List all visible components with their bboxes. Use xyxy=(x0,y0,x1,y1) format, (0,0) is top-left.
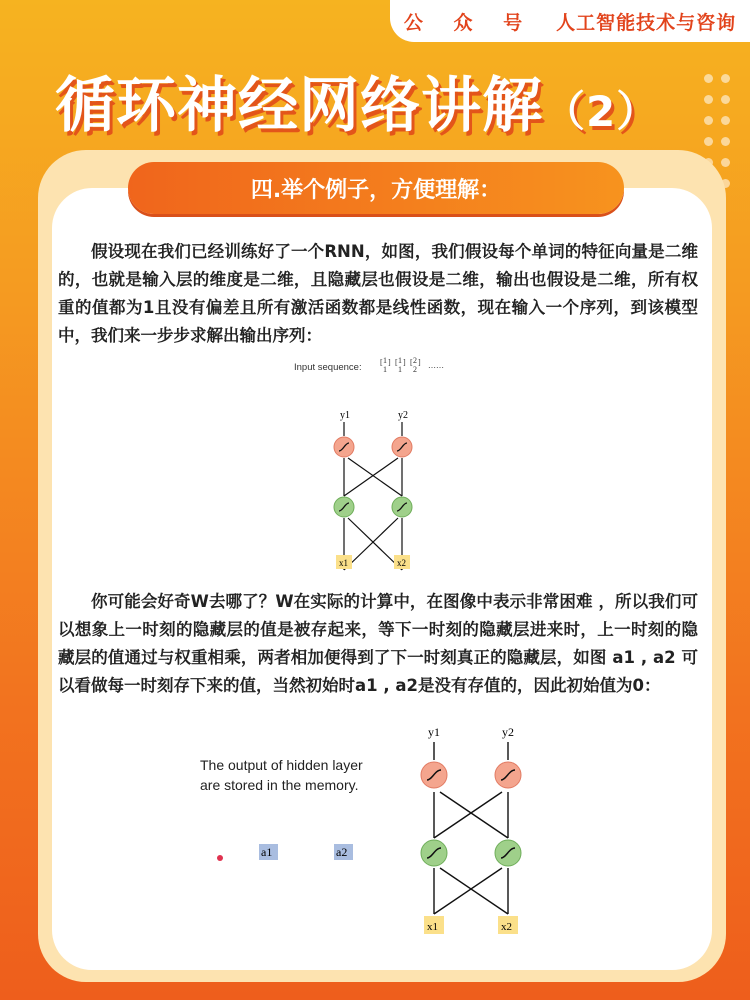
input-vectors xyxy=(380,356,444,374)
account-label: 公 众 号 xyxy=(403,11,535,34)
output-label-y2: y2 xyxy=(398,410,408,421)
svg-text:1: 1 xyxy=(398,365,402,374)
output-label-y1: y1 xyxy=(340,410,350,421)
svg-text:1: 1 xyxy=(383,356,387,365)
memory-label-a2: a2 xyxy=(336,845,348,859)
input-label-x1: x1 xyxy=(339,558,348,568)
svg-text:1: 1 xyxy=(383,365,387,374)
paragraph-memory: 你可能会好奇W去哪了？W在实际的计算中，在图像中表示非常困难 ，所以我们可以想象上一时刻的隐藏层的值是被存起来，等下一时刻的隐藏层进来时，上一时刻的隐藏层的值通过与权重相乘，两者相加便得到了下一时刻真正的隐藏层，如图 a1 , a2 可以看做每一时刻存下来的值，当然初始时a1 , a2是没有存值的，因此初始值为0： xyxy=(58,592,698,695)
svg-text:1: 1 xyxy=(398,356,402,365)
svg-text:2: 2 xyxy=(413,365,417,374)
account-tag xyxy=(390,0,750,42)
output-label-y1: y1 xyxy=(428,725,440,739)
section-heading: 四.举个例子，方便理解： xyxy=(128,162,624,214)
input-label-x2: x2 xyxy=(501,921,512,933)
title-suffix: （2） xyxy=(543,87,660,136)
paragraph-intro: 假设现在我们已经训练好了一个RNN，如图，我们假设每个单词的特征向量是二维的，也就是输入层的维度是二维，且隐藏层也假设是二维，输出也假设是二维，所有权重的值都为1且没有偏差且所有激活函数都是线性函数，现在输入一个序列，到该模型中，我们来一步步求解出输出序列： xyxy=(58,242,698,345)
pointer-dot xyxy=(217,855,223,861)
sequence-ellipsis: …… xyxy=(428,361,444,370)
svg-text:]: ] xyxy=(418,358,421,367)
caption-line-2: are stored in the memory. xyxy=(200,777,359,793)
svg-text:]: ] xyxy=(388,358,391,367)
page-title xyxy=(55,58,715,144)
svg-text:]: ] xyxy=(403,358,406,367)
svg-text:2: 2 xyxy=(413,356,417,365)
svg-text:[: [ xyxy=(395,358,398,367)
input-sequence-label: Input sequence: xyxy=(294,362,362,373)
caption-line-1: The output of hidden layer xyxy=(200,757,363,773)
input-label-x1: x1 xyxy=(427,921,438,933)
memory-label-a1: a1 xyxy=(261,845,273,859)
output-label-y2: y2 xyxy=(502,725,514,739)
rnn-diagram-small xyxy=(280,350,480,580)
svg-text:[: [ xyxy=(410,358,413,367)
title-main: 循环神经网络讲解 xyxy=(55,71,543,141)
input-label-x2: x2 xyxy=(397,558,406,568)
rnn-memory-diagram xyxy=(190,718,550,944)
account-name: 人工智能技术与咨询 xyxy=(556,11,737,34)
svg-text:[: [ xyxy=(380,358,383,367)
